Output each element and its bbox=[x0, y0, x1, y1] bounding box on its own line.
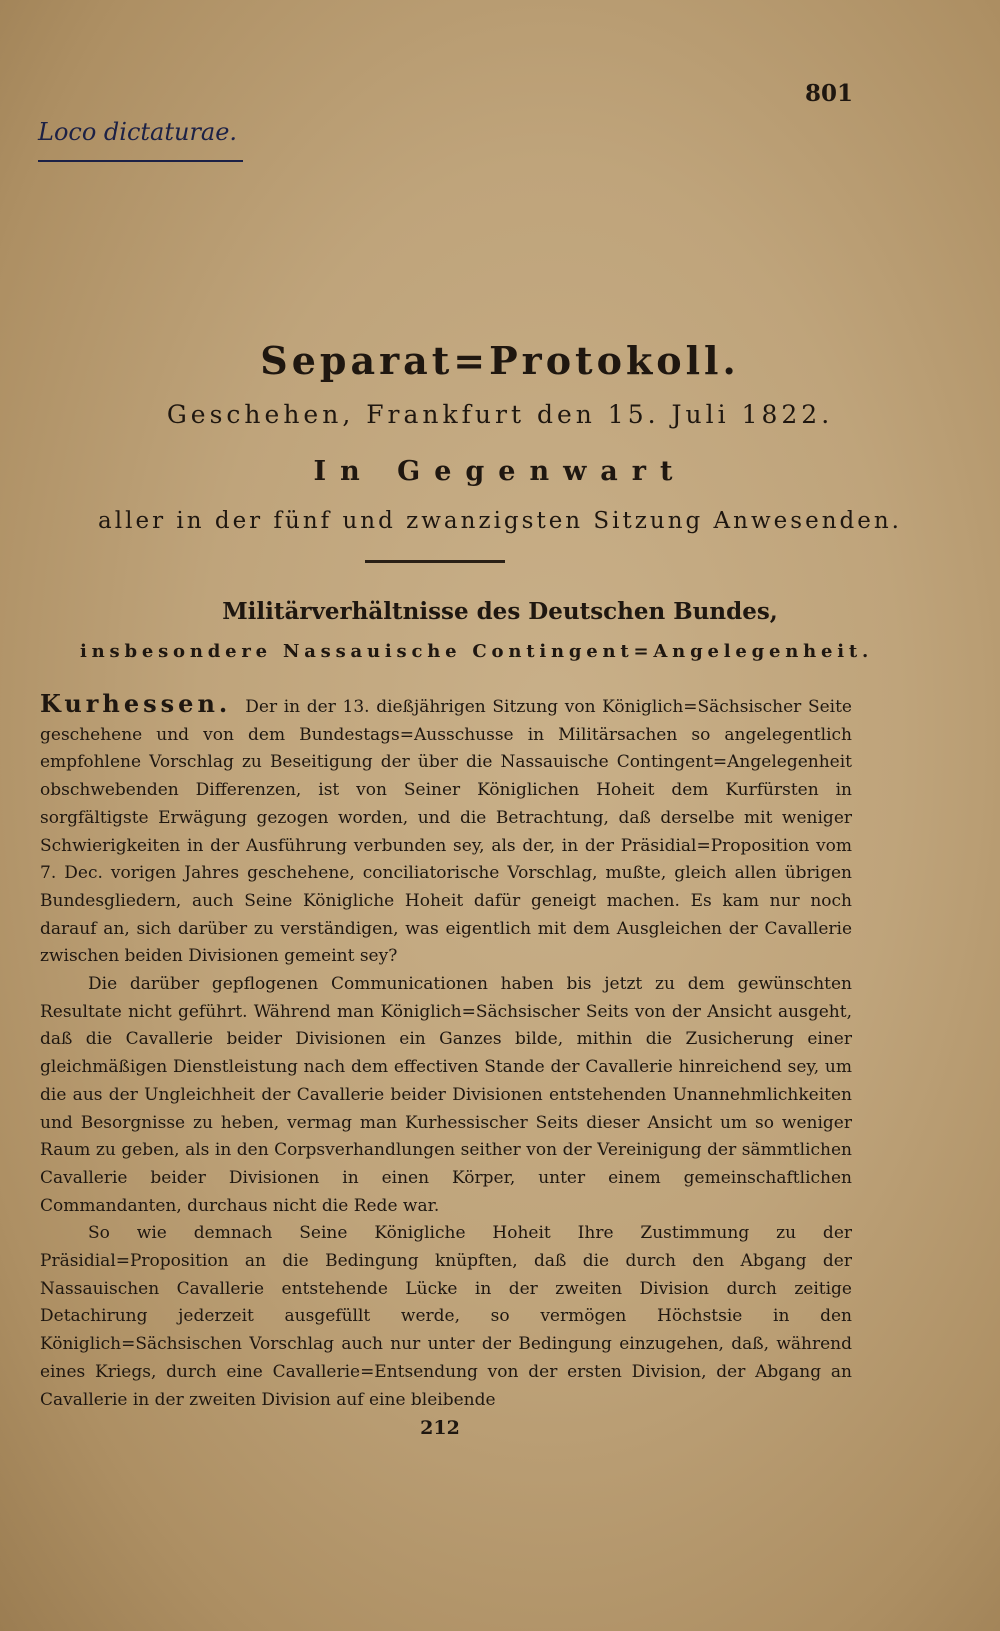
section-divider bbox=[365, 560, 505, 563]
marginal-note: Loco dictaturae. bbox=[38, 118, 238, 146]
printer-signature: 212 bbox=[420, 1417, 460, 1439]
subject-subheading: insbesondere Nassauische Contingent=Angelegenheit. bbox=[80, 641, 874, 662]
paragraph bbox=[40, 690, 852, 971]
subject-heading: Militärverhältnisse des Deutschen Bundes, bbox=[222, 598, 778, 625]
presence-heading: In Gegenwart bbox=[313, 456, 687, 487]
body-text bbox=[40, 690, 852, 1414]
paragraph: Die darüber gepflogenen Communicationen haben bis jetzt zu dem gewünschten Resultate nicht geführt. Während man Königlich=Sächsischer Seits von der Ansicht ausgeht, daß die Cavallerie beider Divisionen ein Ganzes bilde, mithin die Zusicherung einer gleichmäßigen Dienstleistung nach dem effectiven Stande der Cavallerie hinreichend sey, um die aus der Ungleichheit der Cavallerie beider Divisionen entstehenden Unannehmlichkeiten und Besorgnisse zu heben, vermag man Kurhessischer Seits dieser Ansicht um so weniger Raum zu geben, als in den Corpsverhandlungen seither von der Vereinigung der sämmtlichen Cavallerie beider Divisionen in einen Körper, unter einem gemeinschaftlichen Commandanten, durchaus nicht die Rede war. bbox=[40, 974, 852, 1216]
document-title: Separat=Protokoll. bbox=[260, 338, 740, 383]
speaker-name: Kurhessen. bbox=[40, 689, 232, 718]
paragraph-text: Der in der 13. dießjährigen Sitzung von Königlich=Sächsischer Seite geschehene und von dem Bundestags=Ausschusse in Militärsachen so angelegentlich empfohlene Vorschlag zu Beseitigung der über die Nassauische Contingent=Angelegenheit obschwebenden Differenzen, ist von Seiner Königlichen Hoheit dem Kurfürsten in sorgfältigste Erwägung gezogen worden, und die Betrachtung, daß derselbe mit weniger Schwierigkeiten in der Ausführung verbunden sey, als der, in der Präsidial=Proposition vom 7. Dec. vorigen Jahres geschehene, conciliatorische Vorschlag, mußte, gleich allen übrigen Bundesgliedern, auch Seine Königliche Hoheit dafür geneigt machen. Es kam nur noch darauf an, sich darüber zu verständigen, was eigentlich mit dem Ausgleichen der Cavallerie zwischen beiden Divisionen gemeint sey? bbox=[40, 697, 852, 967]
page-number: 801 bbox=[805, 80, 854, 107]
marginal-note-underline bbox=[38, 160, 243, 162]
paragraph: So wie demnach Seine Königliche Hoheit Ihre Zustimmung zu der Präsidial=Proposition an die Bedingung knüpften, daß die durch den Abgang der Nassauischen Cavallerie entstehende Lücke in der zweiten Division durch zeitige Detachirung jederzeit ausgefüllt werde, so vermögen Höchstsie in den Königlich=Sächsischen Vorschlag auch nur unter der Bedingung einzugehen, daß, während eines Kriegs, durch eine Cavallerie=Entsendung von der ersten Division, der Abgang an Cavallerie in der zweiten Division auf eine bleibende bbox=[40, 1223, 852, 1410]
dateline: Geschehen, Frankfurt den 15. Juli 1822. bbox=[166, 400, 834, 429]
attendees-line: aller in der fünf und zwanzigsten Sitzung Anwesenden. bbox=[98, 508, 902, 534]
